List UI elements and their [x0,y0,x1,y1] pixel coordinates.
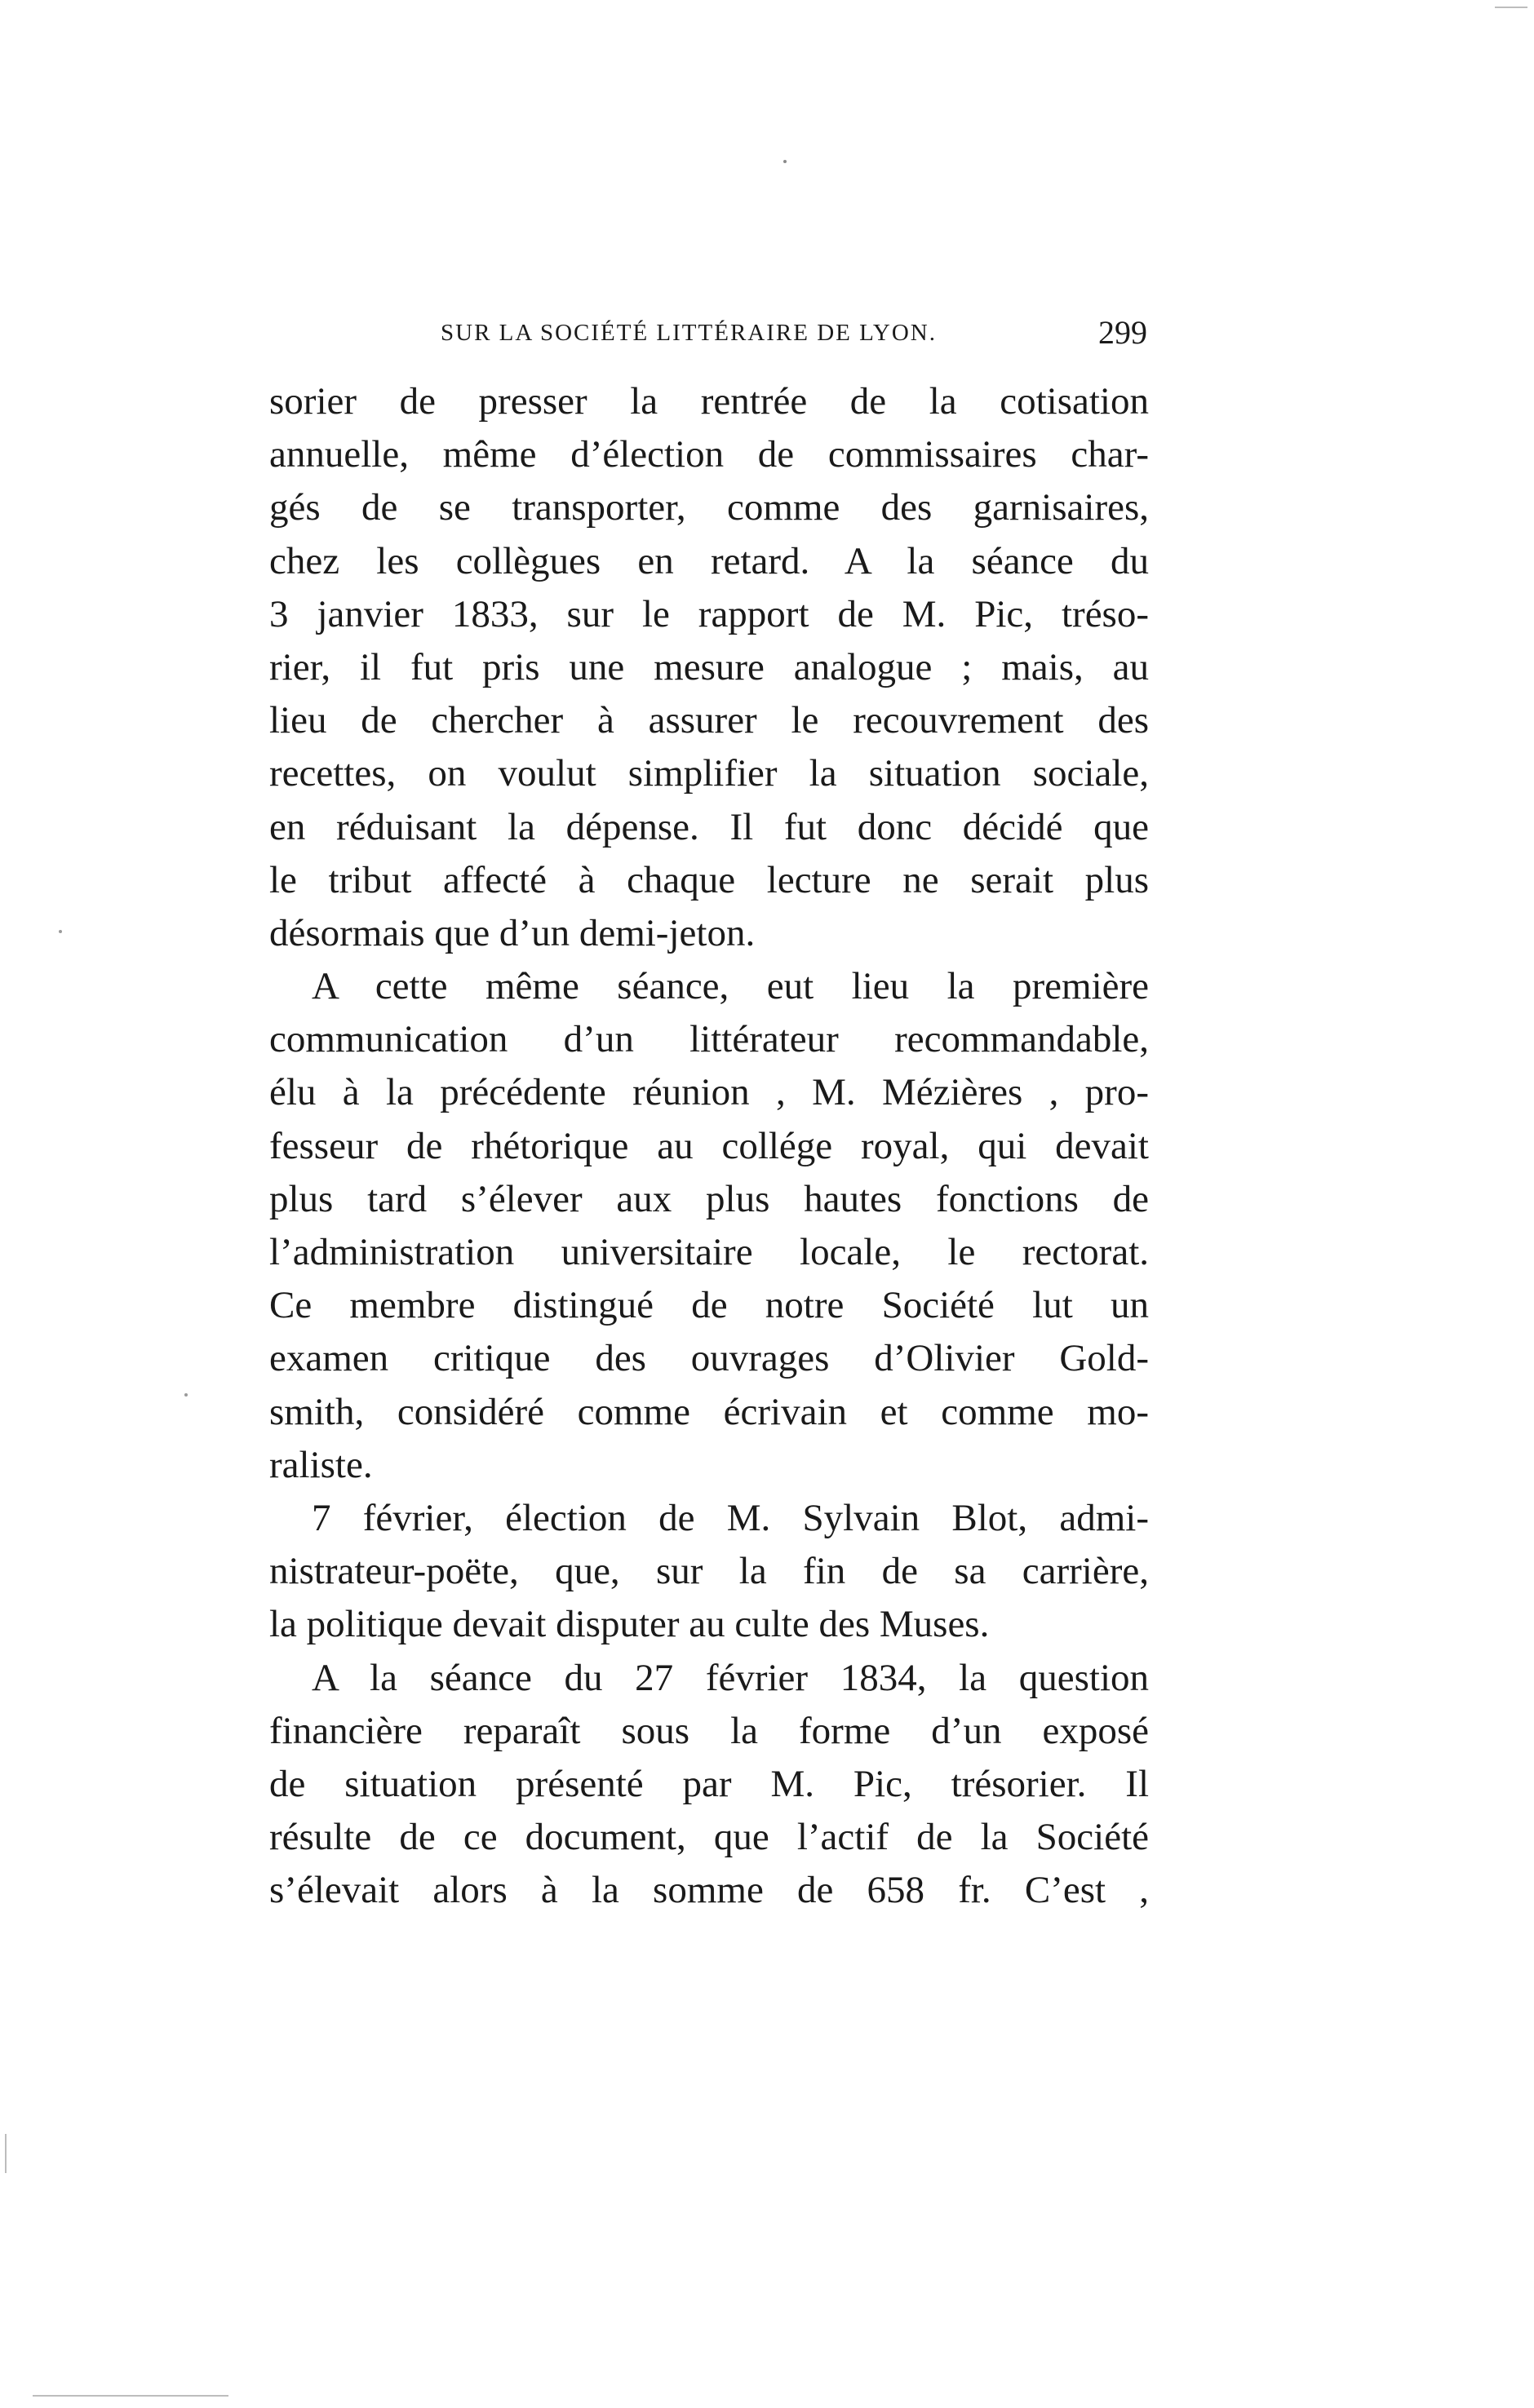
text-line: le tribut affecté à chaque lecture ne serait plus [269,858,1149,901]
text-line: 3 janvier 1833, sur le rapport de M. Pic, tréso- [269,592,1149,635]
text-line: l’administration universitaire locale, le rectorat. [269,1231,1149,1273]
text-line: A cette même séance, eut lieu la première [312,965,1149,1008]
text-line: lieu de chercher à assurer le recouvrement des [269,699,1149,742]
text-line: fesseur de rhétorique au collége royal, qui devait [269,1124,1149,1167]
scan-speck [59,930,62,933]
scan-edge-line [5,2134,7,2173]
scan-edge-line [33,2395,228,2397]
text-line: plus tard s’élever aux plus hautes fonctions de [269,1177,1149,1220]
text-line: élu à la précédente réunion , M. Mézières , pro- [269,1071,1149,1114]
text-line: examen critique des ouvrages d’Olivier Gold- [269,1337,1149,1380]
text-line: A la séance du 27 février 1834, la question [312,1656,1149,1699]
running-head: SUR LA SOCIÉTÉ LITTÉRAIRE DE LYON. [441,320,937,346]
scan-speck [184,1393,188,1397]
text-line: sorier de presser la rentrée de la cotisation [269,380,1149,423]
text-line: communication d’un littérateur recommandable, [269,1018,1149,1061]
text-line: chez les collègues en retard. A la séance du [269,539,1149,582]
scan-speck [783,160,787,163]
text-line: recettes, on voulut simplifier la situation sociale, [269,752,1149,795]
text-line: Ce membre distingué de notre Société lut un [269,1284,1149,1327]
text-line: 7 février, élection de M. Sylvain Blot, admi- [312,1496,1149,1539]
text-line: raliste. [269,1443,373,1486]
text-line: rier, il fut pris une mesure analogue ; mais, au [269,645,1149,688]
text-line: nistrateur-poëte, que, sur la fin de sa carrière, [269,1550,1149,1593]
text-line: résulte de ce document, que l’actif de la Société [269,1816,1149,1859]
text-line: de situation présenté par M. Pic, trésorier. Il [269,1762,1149,1805]
scan-edge-line [1495,7,1527,8]
body-text [269,375,1149,1917]
text-line: gés de se transporter, comme des garnisaires, [269,486,1149,529]
text-line: annuelle, même d’élection de commissaires char- [269,433,1149,476]
text-line: s’élevait alors à la somme de 658 fr. C’est , [269,1869,1149,1912]
text-line: en réduisant la dépense. Il fut donc décidé que [269,805,1149,848]
text-line: désormais que d’un demi-jeton. [269,911,756,954]
text-line: smith, considéré comme écrivain et comme mo- [269,1390,1149,1433]
text-line: la politique devait disputer au culte des Muses. [269,1603,990,1646]
text-line: financière reparaît sous la forme d’un exposé [269,1709,1149,1752]
page-number: 299 [1098,314,1147,351]
